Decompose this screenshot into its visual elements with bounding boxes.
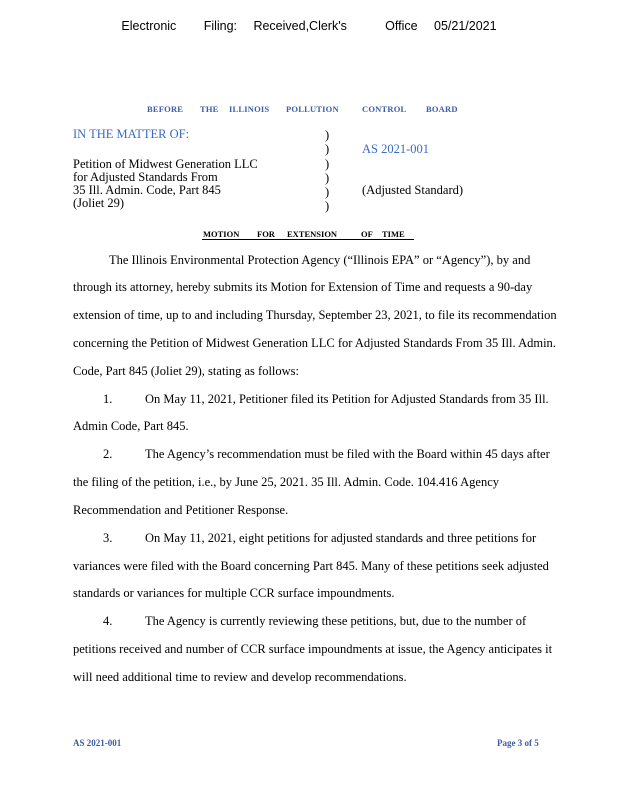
item-line: Recommendation and Petitioner Response. [73,503,289,517]
item-line: The Agency is currently reviewing these petitions, but, due to the number of [145,614,527,628]
intro-line: Code, Part 845 (Joliet 29), stating as follows: [73,364,300,378]
item-line: standards or variances for multiple CCR surface impoundments. [73,586,395,600]
item-line: will need additional time to review and develop recommendations. [73,670,407,684]
item-number: 3. [103,531,113,545]
header-filing: Filing: [203,19,238,33]
board-title-word: CONTROL [362,104,407,114]
petition-line: for Adjusted Standards From [73,170,218,184]
item-line: petitions received and number of CCR surface impoundments at issue, the Agency anticipates it [73,642,553,656]
header-date: 05/21/2021 [434,19,497,33]
petition-line: (Joliet 29) [73,196,125,210]
case-type: (Adjusted Standard) [362,183,464,197]
caption-paren: ) [325,199,330,213]
item-number: 4. [103,614,113,628]
footer-case-number: AS 2021-001 [73,738,122,748]
board-title-word: BOARD [426,104,458,114]
item-line: Admin Code, Part 845. [73,419,189,433]
board-title-word: BEFORE [147,104,184,114]
motion-title-word: TIME [382,229,405,239]
board-title [0,104,618,118]
item-line: On May 11, 2021, Petitioner filed its Petition for Adjusted Standards from 35 Ill. [145,392,549,406]
item-line: On May 11, 2021, eight petitions for adjusted standards and three petitions for [145,531,537,545]
intro-line: The Illinois Environmental Protection Agency (“Illinois EPA” or “Agency”), by and [109,253,531,267]
motion-title-word: EXTENSION [287,229,338,239]
motion-title-word: MOTION [203,229,240,239]
header-office: Office [385,19,418,33]
board-title-word: THE [200,104,219,114]
caption-paren: ) [325,171,330,185]
in-the-matter-heading: IN THE MATTER OF: [73,127,190,141]
caption-paren: ) [325,157,330,171]
petition-line: 35 Ill. Admin. Code, Part 845 [73,183,221,197]
case-number: AS 2021-001 [362,142,430,156]
motion-title-word: FOR [257,229,275,239]
caption-paren: ) [325,128,330,142]
filing-header [0,19,618,33]
petition-line: Petition of Midwest Generation LLC [73,157,258,171]
header-received: Received,Clerk's [253,19,347,33]
caption-paren: ) [325,185,330,199]
board-title-word: ILLINOIS [229,104,270,114]
item-line: variances were filed with the Board concerning Part 845. Many of these petitions seek adjusted [73,559,549,573]
intro-line: through its attorney, hereby submits its Motion for Extension of Time and requests a 90-day [73,280,533,294]
motion-title-word: OF [361,229,373,239]
footer-page-number: Page 3 of 5 [497,738,539,748]
board-title-word: POLLUTION [286,104,339,114]
item-number: 2. [103,447,113,461]
motion-title-underline [202,239,414,240]
intro-line: extension of time, up to and including Thursday, September 23, 2021, to file its recommendation [73,308,557,322]
intro-line: concerning the Petition of Midwest Generation LLC for Adjusted Standards From 35 Ill. Admin. [73,336,556,350]
header-electronic: Electronic [121,19,177,33]
caption-paren: ) [325,142,330,156]
item-line: The Agency’s recommendation must be filed with the Board within 45 days after [145,447,550,461]
item-number: 1. [103,392,113,406]
item-line: the filing of the petition, i.e., by June 25, 2021. 35 Ill. Admin. Code. 104.416 Agency [73,475,499,489]
motion-title [0,229,618,243]
